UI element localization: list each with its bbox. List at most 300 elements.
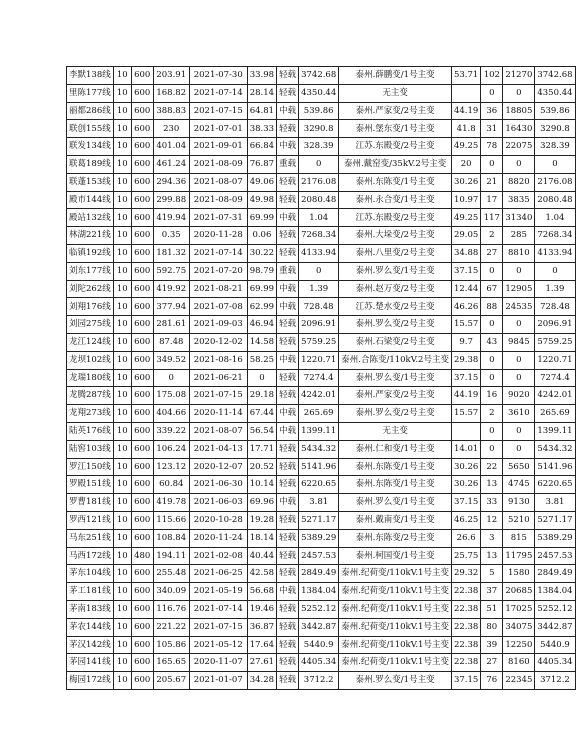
- line-name-cell: 联创155线: [67, 120, 114, 138]
- user-capacity-cell: 22345: [503, 672, 535, 690]
- line-name-cell: 殿站132线: [67, 209, 114, 227]
- rated-current-cell: 600: [131, 654, 153, 672]
- table-body: [67, 67, 576, 690]
- transformer-load-rate-cell: 26.6: [451, 529, 480, 547]
- load-status-cell: 轻载: [277, 547, 299, 565]
- rated-current-cell: 600: [131, 298, 153, 316]
- transformer-load-rate-cell: 37.15: [451, 369, 480, 387]
- user-capacity-cell: 0: [503, 262, 535, 280]
- voltage-cell: 10: [113, 138, 131, 156]
- substation-transformer-cell: 泰州.罗么变/1号主变: [339, 262, 452, 280]
- peak-date-cell: 2021-07-14: [189, 244, 247, 262]
- load-rate-cell: 17.71: [247, 440, 276, 458]
- substation-transformer-cell: 泰州.纪荷变/110kV.1号主变: [339, 618, 452, 636]
- user-count-cell: 117: [481, 209, 503, 227]
- load-rate-cell: 30.22: [247, 244, 276, 262]
- table-row: [67, 405, 576, 423]
- table-row: [67, 494, 576, 512]
- user-count-cell: 0: [481, 351, 503, 369]
- user-capacity-cell: 22075: [503, 138, 535, 156]
- substation-transformer-cell: 泰州.东陈变/2号主变: [339, 529, 452, 547]
- load-status-cell: 中载: [277, 102, 299, 120]
- transformer-load-rate-cell: 20: [451, 155, 480, 173]
- rated-current-cell: 480: [131, 547, 153, 565]
- available-capacity-cell: 5252.12: [299, 600, 339, 618]
- substation-transformer-cell: 泰州.东陈变/1号主变: [339, 173, 452, 191]
- voltage-cell: 10: [113, 387, 131, 405]
- substation-transformer-cell: 泰州.纪荷变/110kV.1号主变: [339, 600, 452, 618]
- max-current-cell: 0: [153, 369, 189, 387]
- max-current-cell: 230: [153, 120, 189, 138]
- line-load-table: [66, 66, 576, 690]
- available-capacity-cell: 539.86: [299, 102, 339, 120]
- peak-date-cell: 2021-06-30: [189, 476, 247, 494]
- transformer-load-rate-cell: 29.38: [451, 351, 480, 369]
- load-rate-cell: 34.28: [247, 672, 276, 690]
- peak-date-cell: 2021-09-03: [189, 316, 247, 334]
- transformer-load-rate-cell: 49.25: [451, 138, 480, 156]
- peak-date-cell: 2021-06-03: [189, 494, 247, 512]
- load-status-cell: 轻载: [277, 511, 299, 529]
- user-count-cell: 2: [481, 405, 503, 423]
- load-rate-cell: 64.81: [247, 102, 276, 120]
- rated-current-cell: 600: [131, 511, 153, 529]
- table-row: [67, 262, 576, 280]
- transformer-load-rate-cell: 34.88: [451, 244, 480, 262]
- voltage-cell: 10: [113, 102, 131, 120]
- remaining-capacity-cell: 728.48: [535, 298, 575, 316]
- remaining-capacity-cell: 1.04: [535, 209, 575, 227]
- load-rate-cell: 42.58: [247, 565, 276, 583]
- max-current-cell: 106.24: [153, 440, 189, 458]
- user-capacity-cell: 5210: [503, 511, 535, 529]
- substation-transformer-cell: 泰州.柯国变/1号主变: [339, 547, 452, 565]
- transformer-load-rate-cell: [451, 422, 480, 440]
- load-rate-cell: 76.87: [247, 155, 276, 173]
- user-count-cell: 102: [481, 67, 503, 85]
- voltage-cell: 10: [113, 351, 131, 369]
- user-count-cell: 43: [481, 333, 503, 351]
- peak-date-cell: 2021-01-07: [189, 672, 247, 690]
- load-rate-cell: 0: [247, 369, 276, 387]
- transformer-load-rate-cell: [451, 84, 480, 102]
- line-name-cell: 陆英176线: [67, 422, 114, 440]
- user-count-cell: 37: [481, 583, 503, 601]
- max-current-cell: 419.78: [153, 494, 189, 512]
- peak-date-cell: 2021-05-19: [189, 583, 247, 601]
- line-name-cell: 龙腾287线: [67, 387, 114, 405]
- peak-date-cell: 2021-08-09: [189, 191, 247, 209]
- rated-current-cell: 600: [131, 209, 153, 227]
- transformer-load-rate-cell: 22.38: [451, 583, 480, 601]
- voltage-cell: 10: [113, 636, 131, 654]
- table-row: [67, 476, 576, 494]
- peak-date-cell: 2021-07-14: [189, 84, 247, 102]
- peak-date-cell: 2021-08-16: [189, 351, 247, 369]
- voltage-cell: 10: [113, 422, 131, 440]
- line-name-cell: 陆窖103线: [67, 440, 114, 458]
- user-capacity-cell: 3835: [503, 191, 535, 209]
- table-row: [67, 600, 576, 618]
- voltage-cell: 10: [113, 672, 131, 690]
- substation-transformer-cell: 泰州.罗么变/2号主变: [339, 405, 452, 423]
- user-count-cell: 13: [481, 547, 503, 565]
- max-current-cell: 168.82: [153, 84, 189, 102]
- table-row: [67, 316, 576, 334]
- user-capacity-cell: 17025: [503, 600, 535, 618]
- max-current-cell: 419.94: [153, 209, 189, 227]
- table-row: [67, 333, 576, 351]
- substation-transformer-cell: 泰州.永合变/1号主变: [339, 191, 452, 209]
- max-current-cell: 388.83: [153, 102, 189, 120]
- user-capacity-cell: 8160: [503, 654, 535, 672]
- available-capacity-cell: 3742.68: [299, 67, 339, 85]
- transformer-load-rate-cell: 10.97: [451, 191, 480, 209]
- load-status-cell: 中载: [277, 351, 299, 369]
- load-rate-cell: 17.64: [247, 636, 276, 654]
- remaining-capacity-cell: 2096.91: [535, 316, 575, 334]
- load-status-cell: 轻载: [277, 618, 299, 636]
- peak-date-cell: 2020-11-14: [189, 405, 247, 423]
- voltage-cell: 10: [113, 333, 131, 351]
- load-status-cell: 中载: [277, 138, 299, 156]
- table-row: [67, 280, 576, 298]
- available-capacity-cell: 2176.08: [299, 173, 339, 191]
- max-current-cell: 419.92: [153, 280, 189, 298]
- rated-current-cell: 600: [131, 565, 153, 583]
- available-capacity-cell: 1.39: [299, 280, 339, 298]
- user-count-cell: 27: [481, 244, 503, 262]
- line-name-cell: 茅工181线: [67, 583, 114, 601]
- user-capacity-cell: 9845: [503, 333, 535, 351]
- voltage-cell: 10: [113, 244, 131, 262]
- user-capacity-cell: 285: [503, 227, 535, 245]
- table-row: [67, 173, 576, 191]
- peak-date-cell: 2020-11-07: [189, 654, 247, 672]
- available-capacity-cell: 4133.94: [299, 244, 339, 262]
- max-current-cell: 87.48: [153, 333, 189, 351]
- rated-current-cell: 600: [131, 583, 153, 601]
- substation-transformer-cell: 泰州.东陈变/1号主变: [339, 476, 452, 494]
- substation-transformer-cell: 泰州.严家变/2号主变: [339, 387, 452, 405]
- max-current-cell: 221.22: [153, 618, 189, 636]
- max-current-cell: 294.36: [153, 173, 189, 191]
- voltage-cell: 10: [113, 227, 131, 245]
- rated-current-cell: 600: [131, 280, 153, 298]
- line-name-cell: 李默138线: [67, 67, 114, 85]
- table-row: [67, 244, 576, 262]
- load-rate-cell: 49.06: [247, 173, 276, 191]
- rated-current-cell: 600: [131, 440, 153, 458]
- table-row: [67, 155, 576, 173]
- transformer-load-rate-cell: 44.19: [451, 102, 480, 120]
- substation-transformer-cell: 泰州.纪荷变/110kV.1号主变: [339, 654, 452, 672]
- peak-date-cell: 2020-11-24: [189, 529, 247, 547]
- substation-transformer-cell: 泰州.纪荷变/110kV.1号主变: [339, 583, 452, 601]
- load-status-cell: 轻载: [277, 120, 299, 138]
- peak-date-cell: 2021-05-12: [189, 636, 247, 654]
- table-row: [67, 583, 576, 601]
- substation-transformer-cell: 江苏.楚水变/2号主变: [339, 298, 452, 316]
- user-capacity-cell: 31340: [503, 209, 535, 227]
- user-capacity-cell: 4745: [503, 476, 535, 494]
- line-name-cell: 马西172线: [67, 547, 114, 565]
- user-capacity-cell: 12250: [503, 636, 535, 654]
- line-name-cell: 丽都286线: [67, 102, 114, 120]
- peak-date-cell: 2021-08-09: [189, 155, 247, 173]
- available-capacity-cell: 5271.17: [299, 511, 339, 529]
- user-capacity-cell: 24535: [503, 298, 535, 316]
- max-current-cell: 461.24: [153, 155, 189, 173]
- load-rate-cell: 49.98: [247, 191, 276, 209]
- user-count-cell: 21: [481, 173, 503, 191]
- user-count-cell: 0: [481, 316, 503, 334]
- remaining-capacity-cell: 7274.4: [535, 369, 575, 387]
- load-rate-cell: 19.28: [247, 511, 276, 529]
- max-current-cell: 404.66: [153, 405, 189, 423]
- max-current-cell: 194.11: [153, 547, 189, 565]
- line-name-cell: 联葛189线: [67, 155, 114, 173]
- load-status-cell: 重载: [277, 155, 299, 173]
- table-row: [67, 387, 576, 405]
- line-name-cell: 龙瑞180线: [67, 369, 114, 387]
- remaining-capacity-cell: 2176.08: [535, 173, 575, 191]
- user-capacity-cell: 0: [503, 351, 535, 369]
- user-capacity-cell: 8810: [503, 244, 535, 262]
- remaining-capacity-cell: 3712.2: [535, 672, 575, 690]
- rated-current-cell: 600: [131, 636, 153, 654]
- available-capacity-cell: 5759.25: [299, 333, 339, 351]
- substation-transformer-cell: 泰州.赵万变/2号主变: [339, 280, 452, 298]
- voltage-cell: 10: [113, 529, 131, 547]
- line-name-cell: 刘翔176线: [67, 298, 114, 316]
- voltage-cell: 10: [113, 280, 131, 298]
- substation-transformer-cell: 泰州.堡东变/1号主变: [339, 120, 452, 138]
- available-capacity-cell: 3290.8: [299, 120, 339, 138]
- table-row: [67, 529, 576, 547]
- voltage-cell: 10: [113, 191, 131, 209]
- rated-current-cell: 600: [131, 422, 153, 440]
- load-status-cell: 轻载: [277, 565, 299, 583]
- peak-date-cell: 2021-07-14: [189, 600, 247, 618]
- line-name-cell: 茅东104线: [67, 565, 114, 583]
- load-status-cell: 轻载: [277, 476, 299, 494]
- table-row: [67, 565, 576, 583]
- remaining-capacity-cell: 7268.34: [535, 227, 575, 245]
- available-capacity-cell: 1399.11: [299, 422, 339, 440]
- table-row: [67, 458, 576, 476]
- available-capacity-cell: 0: [299, 155, 339, 173]
- voltage-cell: 10: [113, 565, 131, 583]
- table-row: [67, 636, 576, 654]
- peak-date-cell: 2021-07-01: [189, 120, 247, 138]
- line-name-cell: 龙江124线: [67, 333, 114, 351]
- peak-date-cell: 2020-11-28: [189, 227, 247, 245]
- transformer-load-rate-cell: 44.19: [451, 387, 480, 405]
- substation-transformer-cell: 泰州.罗么变/1号主变: [339, 369, 452, 387]
- remaining-capacity-cell: 4405.34: [535, 654, 575, 672]
- remaining-capacity-cell: 3742.68: [535, 67, 575, 85]
- substation-transformer-cell: 泰州.石梁变/2号主变: [339, 333, 452, 351]
- max-current-cell: 115.66: [153, 511, 189, 529]
- transformer-load-rate-cell: 22.38: [451, 618, 480, 636]
- available-capacity-cell: 0: [299, 262, 339, 280]
- available-capacity-cell: 1384.04: [299, 583, 339, 601]
- transformer-load-rate-cell: 9.7: [451, 333, 480, 351]
- table-row: [67, 440, 576, 458]
- peak-date-cell: 2021-07-31: [189, 209, 247, 227]
- available-capacity-cell: 4242.01: [299, 387, 339, 405]
- rated-current-cell: 600: [131, 67, 153, 85]
- line-name-cell: 里陈177线: [67, 84, 114, 102]
- table-row: [67, 351, 576, 369]
- voltage-cell: 10: [113, 84, 131, 102]
- load-rate-cell: 66.84: [247, 138, 276, 156]
- load-rate-cell: 67.44: [247, 405, 276, 423]
- table-row: [67, 120, 576, 138]
- available-capacity-cell: 6220.65: [299, 476, 339, 494]
- max-current-cell: 205.67: [153, 672, 189, 690]
- remaining-capacity-cell: 2849.49: [535, 565, 575, 583]
- user-count-cell: 13: [481, 476, 503, 494]
- user-count-cell: 39: [481, 636, 503, 654]
- line-name-cell: 刘陀262线: [67, 280, 114, 298]
- remaining-capacity-cell: 3442.87: [535, 618, 575, 636]
- voltage-cell: 10: [113, 120, 131, 138]
- max-current-cell: 181.32: [153, 244, 189, 262]
- available-capacity-cell: 2080.48: [299, 191, 339, 209]
- rated-current-cell: 600: [131, 120, 153, 138]
- max-current-cell: 108.84: [153, 529, 189, 547]
- max-current-cell: 377.94: [153, 298, 189, 316]
- table-row: [67, 422, 576, 440]
- substation-transformer-cell: 泰州.合陈变/110kV.2号主变: [339, 351, 452, 369]
- peak-date-cell: 2021-06-21: [189, 369, 247, 387]
- user-count-cell: 80: [481, 618, 503, 636]
- user-count-cell: 17: [481, 191, 503, 209]
- load-status-cell: 轻载: [277, 387, 299, 405]
- rated-current-cell: 600: [131, 173, 153, 191]
- substation-transformer-cell: 江苏.东殿变/2号主变: [339, 209, 452, 227]
- load-status-cell: 中载: [277, 209, 299, 227]
- voltage-cell: 10: [113, 173, 131, 191]
- table-row: [67, 654, 576, 672]
- transformer-load-rate-cell: 30.26: [451, 173, 480, 191]
- peak-date-cell: 2021-09-01: [189, 138, 247, 156]
- max-current-cell: 123.12: [153, 458, 189, 476]
- remaining-capacity-cell: 5434.32: [535, 440, 575, 458]
- table-row: [67, 102, 576, 120]
- remaining-capacity-cell: 3.81: [535, 494, 575, 512]
- user-count-cell: 51: [481, 600, 503, 618]
- substation-transformer-cell: 泰州.纪荷变/110kV.1号主变: [339, 636, 452, 654]
- rated-current-cell: 600: [131, 316, 153, 334]
- voltage-cell: 10: [113, 440, 131, 458]
- user-capacity-cell: 9130: [503, 494, 535, 512]
- voltage-cell: 10: [113, 298, 131, 316]
- line-name-cell: 罗曹181线: [67, 494, 114, 512]
- remaining-capacity-cell: 5271.17: [535, 511, 575, 529]
- user-count-cell: 88: [481, 298, 503, 316]
- transformer-load-rate-cell: 41.8: [451, 120, 480, 138]
- available-capacity-cell: 4405.34: [299, 654, 339, 672]
- peak-date-cell: 2021-08-07: [189, 173, 247, 191]
- load-rate-cell: 36.87: [247, 618, 276, 636]
- remaining-capacity-cell: 0: [535, 262, 575, 280]
- available-capacity-cell: 5434.32: [299, 440, 339, 458]
- rated-current-cell: 600: [131, 476, 153, 494]
- load-status-cell: 中载: [277, 280, 299, 298]
- line-name-cell: 梅园172线: [67, 672, 114, 690]
- max-current-cell: 203.91: [153, 67, 189, 85]
- load-rate-cell: 56.68: [247, 583, 276, 601]
- user-capacity-cell: 20685: [503, 583, 535, 601]
- remaining-capacity-cell: 4133.94: [535, 244, 575, 262]
- load-rate-cell: 0.06: [247, 227, 276, 245]
- voltage-cell: 10: [113, 654, 131, 672]
- user-count-cell: 27: [481, 654, 503, 672]
- load-status-cell: 轻载: [277, 369, 299, 387]
- transformer-load-rate-cell: 14.01: [451, 440, 480, 458]
- user-capacity-cell: 0: [503, 440, 535, 458]
- load-rate-cell: 28.14: [247, 84, 276, 102]
- available-capacity-cell: 5141.96: [299, 458, 339, 476]
- rated-current-cell: 600: [131, 155, 153, 173]
- rated-current-cell: 600: [131, 494, 153, 512]
- user-count-cell: 12: [481, 511, 503, 529]
- user-count-cell: 16: [481, 387, 503, 405]
- load-status-cell: 轻载: [277, 244, 299, 262]
- user-count-cell: 5: [481, 565, 503, 583]
- voltage-cell: 10: [113, 155, 131, 173]
- remaining-capacity-cell: 1220.71: [535, 351, 575, 369]
- user-count-cell: 0: [481, 422, 503, 440]
- rated-current-cell: 600: [131, 102, 153, 120]
- max-current-cell: 0.35: [153, 227, 189, 245]
- table-row: [67, 209, 576, 227]
- load-status-cell: 轻载: [277, 440, 299, 458]
- line-name-cell: 龙坝102线: [67, 351, 114, 369]
- available-capacity-cell: 3712.2: [299, 672, 339, 690]
- remaining-capacity-cell: 4242.01: [535, 387, 575, 405]
- peak-date-cell: 2021-07-15: [189, 618, 247, 636]
- peak-date-cell: 2021-07-08: [189, 298, 247, 316]
- transformer-load-rate-cell: 46.25: [451, 511, 480, 529]
- rated-current-cell: 600: [131, 600, 153, 618]
- line-name-cell: 马东251线: [67, 529, 114, 547]
- rated-current-cell: 600: [131, 529, 153, 547]
- load-status-cell: 轻载: [277, 316, 299, 334]
- user-count-cell: 0: [481, 155, 503, 173]
- load-rate-cell: 56.54: [247, 422, 276, 440]
- user-count-cell: 76: [481, 672, 503, 690]
- table-row: [67, 298, 576, 316]
- load-status-cell: 中载: [277, 422, 299, 440]
- substation-transformer-cell: 泰州.罗么变/2号主变: [339, 316, 452, 334]
- rated-current-cell: 600: [131, 333, 153, 351]
- available-capacity-cell: 7274.4: [299, 369, 339, 387]
- table-row: [67, 547, 576, 565]
- rated-current-cell: 600: [131, 387, 153, 405]
- transformer-load-rate-cell: 22.38: [451, 636, 480, 654]
- peak-date-cell: 2021-08-21: [189, 280, 247, 298]
- available-capacity-cell: 7268.34: [299, 227, 339, 245]
- user-capacity-cell: 815: [503, 529, 535, 547]
- substation-transformer-cell: 江苏.东殿变/2号主变: [339, 138, 452, 156]
- user-count-cell: 0: [481, 440, 503, 458]
- transformer-load-rate-cell: 22.38: [451, 654, 480, 672]
- peak-date-cell: 2020-12-02: [189, 333, 247, 351]
